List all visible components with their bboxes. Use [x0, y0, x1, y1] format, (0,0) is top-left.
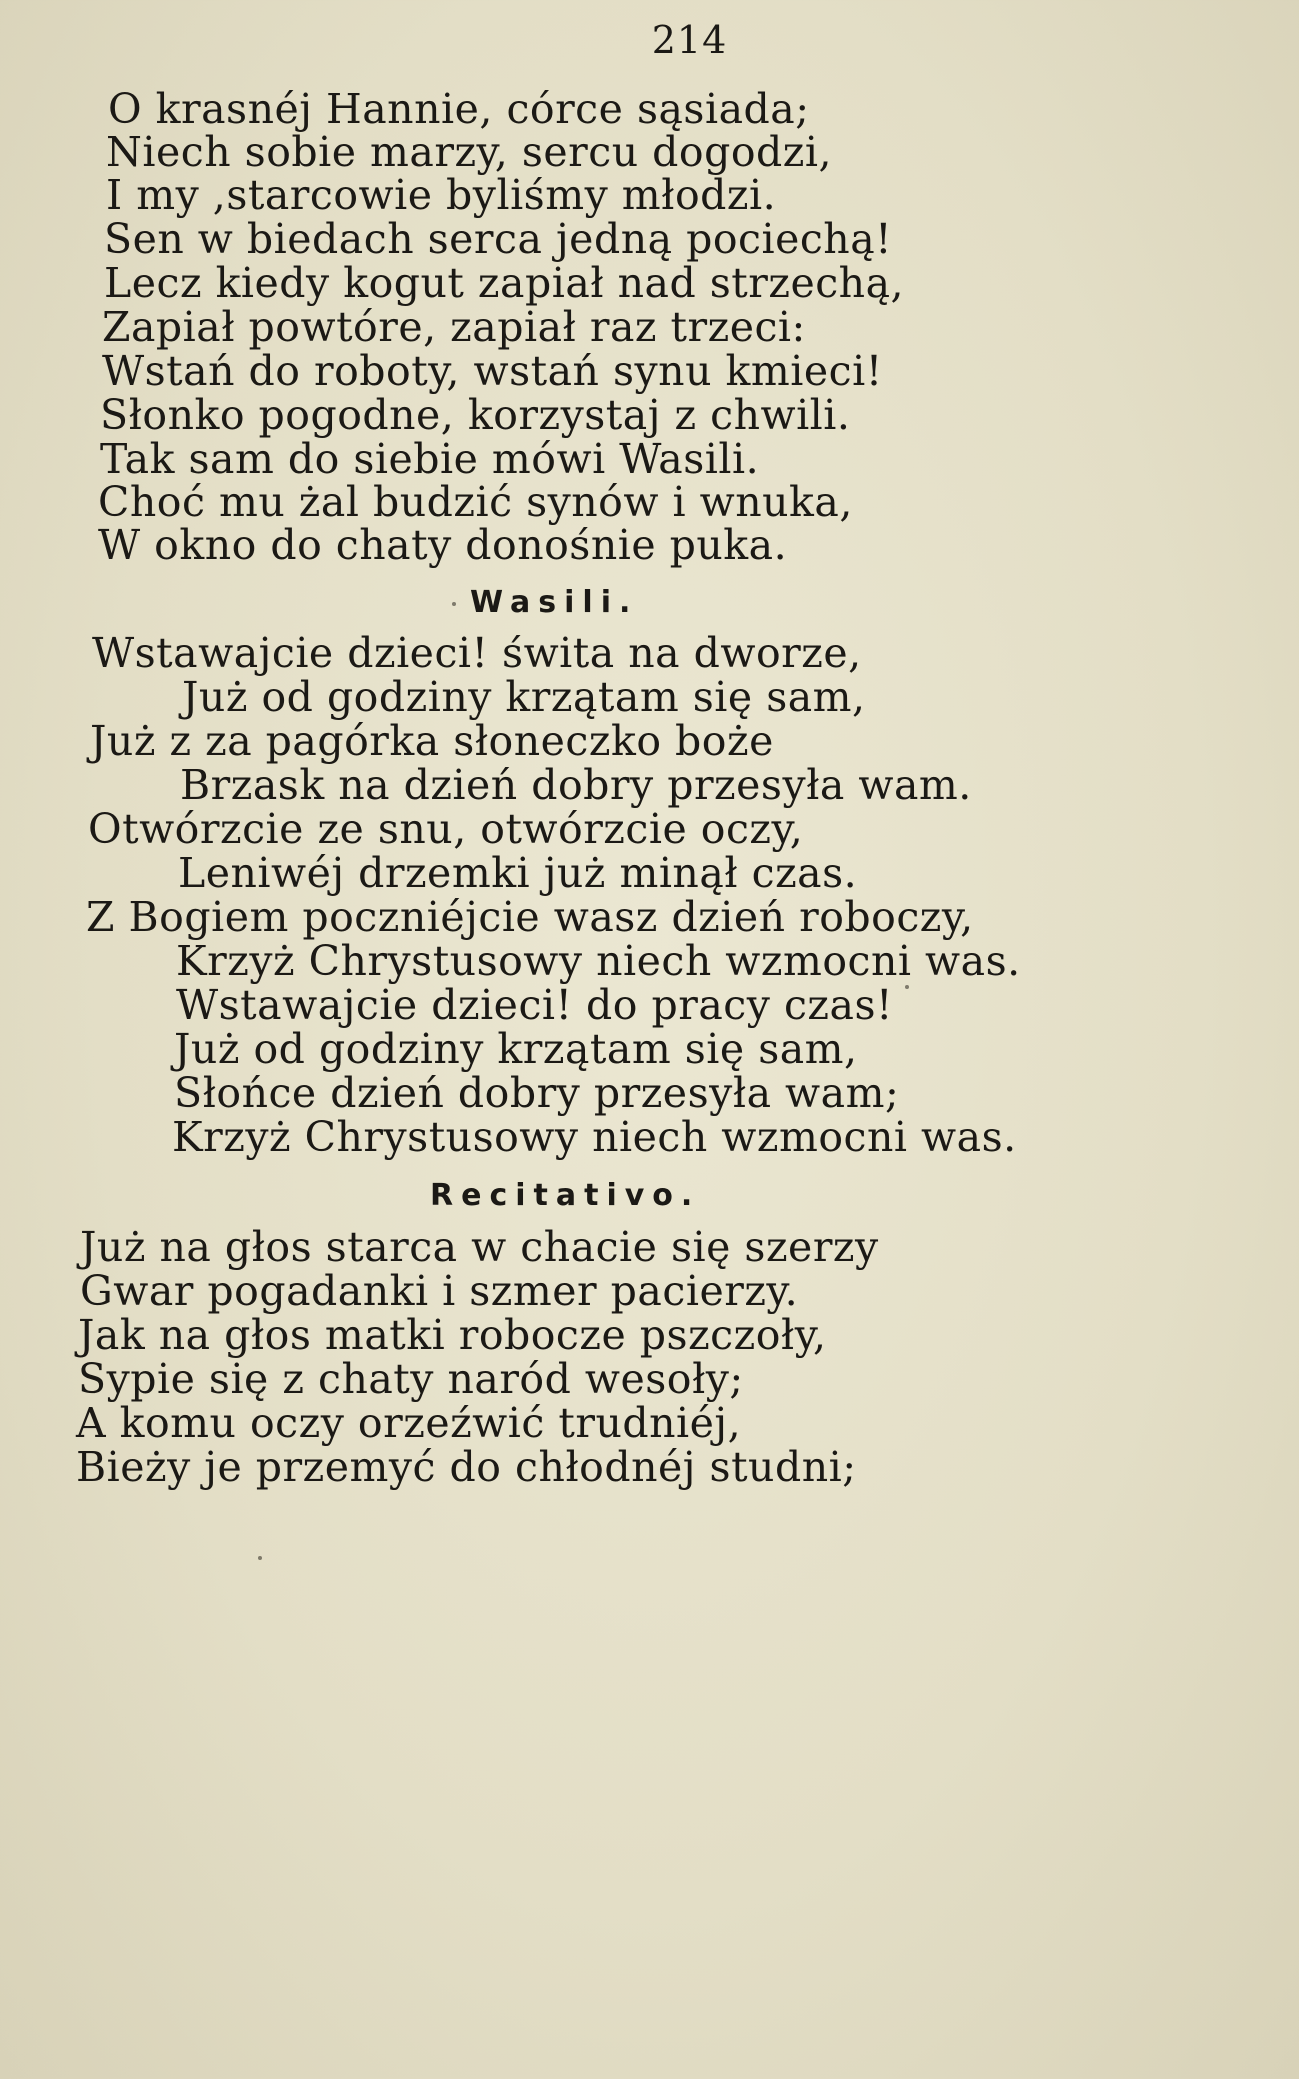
verse-line: Gwar pogadanki i szmer pacierzy. — [80, 1267, 799, 1315]
verse-line: W okno do chaty donośnie puka. — [98, 521, 788, 569]
speaker-heading-wasili: Wasili. — [470, 585, 639, 620]
verse-line: Niech sobie marzy, sercu dogodzi, — [106, 128, 832, 176]
verse-line: Już z za pagórka słoneczko boże — [90, 717, 774, 765]
verse-line: Już od godziny krzątam się sam, — [182, 673, 866, 721]
verse-line: Zapiał powtóre, zapiał raz trzeci: — [102, 303, 806, 351]
verse-line: Już od godziny krzątam się sam, — [174, 1025, 858, 1073]
verse-line: Lecz kiedy kogut zapiał nad strzechą, — [104, 259, 905, 307]
verse-line: Słonko pogodne, korzystaj z chwili. — [100, 391, 851, 439]
verse-line: Otwórzcie ze snu, otwórzcie oczy, — [88, 805, 804, 853]
verse-line: Jak na głos matki robocze pszczoły, — [78, 1311, 827, 1359]
verse-line: Tak sam do siebie mówi Wasili. — [100, 435, 760, 483]
verse-line: Sen w biedach serca jedną pociechą! — [104, 215, 893, 263]
page-number: 214 — [651, 18, 728, 62]
verse-line: O krasnéj Hannie, córce sąsiada; — [108, 85, 810, 133]
verse-line: Leniwéj drzemki już minął czas. — [178, 849, 858, 897]
verse-line: A komu oczy orzeźwić trudniéj, — [76, 1399, 742, 1447]
verse-line: Wstawajcie dzieci! do pracy czas! — [176, 981, 893, 1029]
verse-line: Sypie się z chaty naród wesoły; — [78, 1355, 744, 1403]
verse-line: Już na głos starca w chacie się szerzy — [80, 1223, 879, 1271]
verse-line: Brzask na dzień dobry przesyła wam. — [180, 761, 972, 809]
verse-line: Krzyż Chrystusowy niech wzmocni was. — [172, 1113, 1017, 1161]
verse-line: Krzyż Chrystusowy niech wzmocni was. — [176, 937, 1021, 985]
verse-line: Słońce dzień dobry przesyła wam; — [174, 1069, 900, 1117]
verse-line: Wstawajcie dzieci! świta na dworze, — [92, 629, 862, 677]
verse-line: Wstań do roboty, wstań synu kmieci! — [102, 347, 883, 395]
print-speck — [905, 985, 909, 989]
section-heading-recitativo: Recitativo. — [430, 1178, 701, 1213]
print-speck — [452, 602, 456, 606]
verse-line: Bieży je przemyć do chłodnéj studni; — [76, 1443, 857, 1491]
verse-line: Z Bogiem poczniéjcie wasz dzień roboczy, — [86, 893, 974, 941]
verse-line: I my ,starcowie byliśmy młodzi. — [106, 171, 777, 219]
print-speck — [258, 1556, 262, 1560]
verse-line: Choć mu żal budzić synów i wnuka, — [98, 478, 853, 526]
